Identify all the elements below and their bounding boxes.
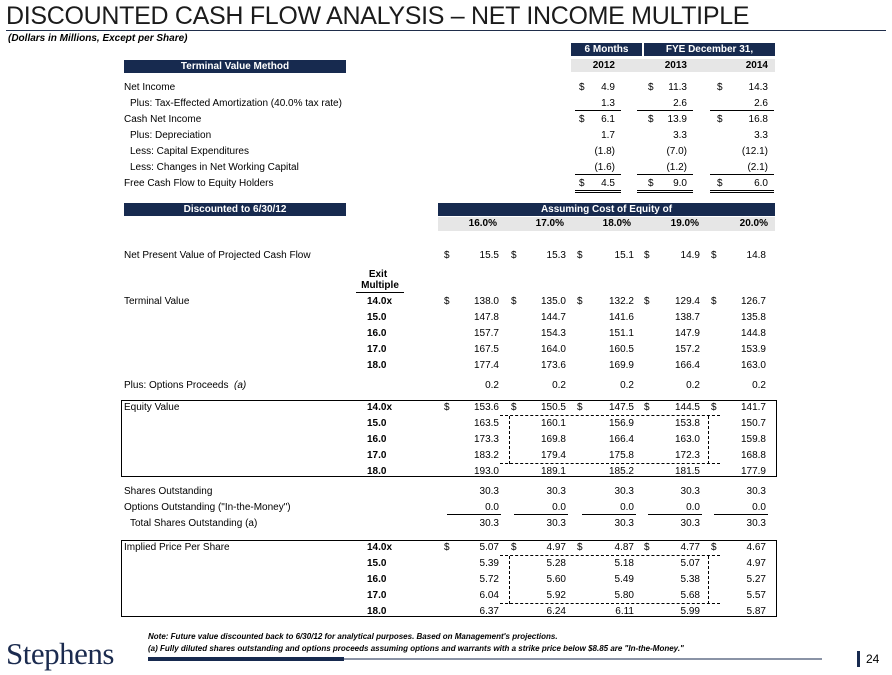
value-cell: 135.0 bbox=[540, 296, 566, 307]
stephens-logo: Stephens bbox=[6, 636, 114, 671]
value-cell: 179.4 bbox=[540, 450, 566, 461]
value-cell: 135.8 bbox=[740, 312, 766, 323]
dollar-sign: $ bbox=[648, 82, 654, 93]
cost-of-equity-header: Assuming Cost of Equity of bbox=[438, 203, 775, 216]
npv-label: Net Present Value of Projected Cash Flow bbox=[124, 250, 311, 261]
dollar-sign: $ bbox=[579, 178, 585, 189]
value-cell: 30.3 bbox=[614, 486, 634, 497]
rate-header: 20.0% bbox=[739, 218, 768, 229]
year-header: 2012 bbox=[592, 60, 615, 71]
dollar-sign: $ bbox=[717, 178, 723, 189]
value-cell: 0.0 bbox=[514, 502, 568, 515]
value-cell: 160.1 bbox=[540, 418, 566, 429]
dollar-sign: $ bbox=[577, 542, 583, 553]
exit-multiple: 17.0 bbox=[367, 590, 387, 601]
value-cell: 4.87 bbox=[614, 542, 634, 553]
dollar-sign: $ bbox=[644, 542, 650, 553]
value-cell: 167.5 bbox=[473, 344, 499, 355]
equity-dash-bottom bbox=[500, 463, 720, 464]
value-cell: 6.11 bbox=[615, 606, 634, 617]
year-header: 2014 bbox=[745, 60, 768, 71]
value-cell: 5.18 bbox=[614, 558, 634, 569]
terminal-value-method-header: Terminal Value Method bbox=[124, 60, 346, 73]
value-cell: 169.8 bbox=[540, 434, 566, 445]
dollar-sign: $ bbox=[511, 402, 517, 413]
exit-multiple: 16.0 bbox=[367, 434, 387, 445]
value-cell: 13.9 bbox=[667, 114, 687, 125]
shares-label: Shares Outstanding bbox=[124, 486, 213, 497]
dollar-sign: $ bbox=[577, 402, 583, 413]
dollar-sign: $ bbox=[711, 296, 717, 307]
price-dash-right bbox=[708, 556, 709, 604]
value-cell: 5.68 bbox=[680, 590, 700, 601]
value-cell: 163.0 bbox=[740, 360, 766, 371]
price-label: Implied Price Per Share bbox=[124, 542, 230, 553]
value-cell: 4.97 bbox=[746, 558, 766, 569]
exit-multiple: 18.0 bbox=[367, 466, 387, 477]
dollar-sign: $ bbox=[577, 250, 583, 261]
value-cell: 159.8 bbox=[740, 434, 766, 445]
rate-header: 19.0% bbox=[670, 218, 699, 229]
options-label: Plus: Options Proceeds bbox=[124, 380, 229, 391]
value-cell: 175.8 bbox=[608, 450, 634, 461]
value-cell: 141.7 bbox=[740, 402, 766, 413]
value-cell: 157.2 bbox=[674, 344, 700, 355]
exit-header-1: Exit bbox=[368, 269, 388, 280]
value-cell: 0.2 bbox=[485, 380, 499, 391]
options-note: (a) bbox=[234, 380, 247, 391]
value-cell: (1.2) bbox=[637, 162, 693, 175]
value-cell: 3.3 bbox=[754, 130, 768, 141]
value-cell: 4.9 bbox=[601, 82, 615, 93]
value-cell: 4.5 bbox=[575, 178, 621, 193]
row-label: Free Cash Flow to Equity Holders bbox=[124, 178, 274, 189]
dollar-sign: $ bbox=[717, 114, 723, 125]
value-cell: 30.3 bbox=[680, 486, 700, 497]
value-cell: 138.0 bbox=[473, 296, 499, 307]
value-cell: 129.4 bbox=[674, 296, 700, 307]
value-cell: 6.04 bbox=[479, 590, 499, 601]
value-cell: (2.1) bbox=[710, 162, 774, 175]
exit-multiple: 15.0 bbox=[367, 558, 387, 569]
value-cell: (1.6) bbox=[575, 162, 621, 175]
row-label: Less: Changes in Net Working Capital bbox=[130, 162, 299, 173]
value-cell: 150.5 bbox=[540, 402, 566, 413]
dollar-sign: $ bbox=[577, 296, 583, 307]
value-cell: 0.2 bbox=[552, 380, 566, 391]
dollar-sign: $ bbox=[579, 114, 585, 125]
value-cell: 5.49 bbox=[614, 574, 634, 585]
rate-header: 16.0% bbox=[468, 218, 497, 229]
value-cell: 2.6 bbox=[710, 98, 774, 111]
value-cell: 153.9 bbox=[740, 344, 766, 355]
value-cell: 157.7 bbox=[473, 328, 499, 339]
value-cell: 153.6 bbox=[473, 402, 499, 413]
dollar-sign: $ bbox=[511, 250, 517, 261]
dollar-sign: $ bbox=[644, 296, 650, 307]
value-cell: 5.92 bbox=[546, 590, 566, 601]
shares-label: Total Shares Outstanding (a) bbox=[130, 518, 258, 529]
value-cell: 0.2 bbox=[686, 380, 700, 391]
exit-multiple: 16.0 bbox=[367, 574, 387, 585]
value-cell: 0.2 bbox=[752, 380, 766, 391]
value-cell: 2.6 bbox=[637, 98, 693, 111]
row-label: Less: Capital Expenditures bbox=[130, 146, 249, 157]
dollar-sign: $ bbox=[717, 82, 723, 93]
value-cell: 5.07 bbox=[479, 542, 499, 553]
value-cell: 183.2 bbox=[473, 450, 499, 461]
value-cell: 153.8 bbox=[674, 418, 700, 429]
row-label: Cash Net Income bbox=[124, 114, 202, 125]
equity-label: Equity Value bbox=[124, 402, 180, 413]
value-cell: 30.3 bbox=[546, 486, 566, 497]
dollar-sign: $ bbox=[648, 114, 654, 125]
value-cell: 5.60 bbox=[546, 574, 566, 585]
equity-dash-top bbox=[500, 415, 720, 416]
dollar-sign: $ bbox=[511, 296, 517, 307]
value-cell: 30.3 bbox=[746, 486, 766, 497]
value-cell: 4.97 bbox=[546, 542, 566, 553]
value-cell: 169.9 bbox=[608, 360, 634, 371]
value-cell: 154.3 bbox=[540, 328, 566, 339]
exit-multiple: 14.0x bbox=[367, 402, 393, 413]
value-cell: 5.39 bbox=[479, 558, 499, 569]
dollar-sign: $ bbox=[711, 402, 717, 413]
value-cell: 14.3 bbox=[748, 82, 768, 93]
row-label: Plus: Tax-Effected Amortization (40.0% tax rate) bbox=[130, 98, 342, 109]
dollar-sign: $ bbox=[511, 542, 517, 553]
value-cell: 6.0 bbox=[710, 178, 774, 193]
value-cell: 168.8 bbox=[740, 450, 766, 461]
price-dash-top bbox=[500, 555, 720, 556]
discounted-header: Discounted to 6/30/12 bbox=[124, 203, 346, 216]
value-cell: 147.5 bbox=[608, 402, 634, 413]
value-cell: 15.5 bbox=[479, 250, 499, 261]
value-cell: 150.7 bbox=[740, 418, 766, 429]
value-cell: (12.1) bbox=[741, 146, 768, 157]
value-cell: 144.5 bbox=[674, 402, 700, 413]
row-label: Net Income bbox=[124, 82, 176, 93]
value-cell: 5.28 bbox=[546, 558, 566, 569]
rate-header: 18.0% bbox=[602, 218, 631, 229]
dollar-sign: $ bbox=[711, 250, 717, 261]
subtitle: (Dollars in Millions, Except per Share) bbox=[8, 33, 188, 44]
dollar-sign: $ bbox=[711, 542, 717, 553]
value-cell: 166.4 bbox=[608, 434, 634, 445]
value-cell: 30.3 bbox=[746, 518, 766, 529]
equity-dash-left bbox=[509, 416, 510, 464]
value-cell: 16.8 bbox=[748, 114, 768, 125]
title-rule bbox=[6, 30, 886, 31]
value-cell: 0.0 bbox=[714, 502, 768, 515]
value-cell: 1.3 bbox=[575, 98, 621, 111]
value-cell: 163.5 bbox=[473, 418, 499, 429]
value-cell: 30.3 bbox=[479, 486, 499, 497]
footnote-a: (a) Fully diluted shares outstanding and options proceeds assuming options and warrants with a strike price below $8.85 are "In-the-Money." bbox=[148, 644, 684, 653]
value-cell: 126.7 bbox=[740, 296, 766, 307]
dollar-sign: $ bbox=[444, 250, 450, 261]
value-cell: 147.8 bbox=[473, 312, 499, 323]
value-cell: 30.3 bbox=[479, 518, 499, 529]
dollar-sign: $ bbox=[644, 250, 650, 261]
value-cell: 6.37 bbox=[479, 606, 499, 617]
value-cell: 0.0 bbox=[447, 502, 501, 515]
value-cell: 0.2 bbox=[620, 380, 634, 391]
value-cell: 14.9 bbox=[680, 250, 700, 261]
value-cell: 144.7 bbox=[540, 312, 566, 323]
dollar-sign: $ bbox=[644, 402, 650, 413]
footer-bar-dark bbox=[148, 657, 344, 661]
exit-multiple: 18.0 bbox=[367, 606, 387, 617]
value-cell: 11.3 bbox=[668, 82, 687, 93]
value-cell: 172.3 bbox=[674, 450, 700, 461]
year-header: 2013 bbox=[664, 60, 687, 71]
value-cell: 5.87 bbox=[746, 606, 766, 617]
terminal-label: Terminal Value bbox=[124, 296, 190, 307]
value-cell: 5.72 bbox=[479, 574, 499, 585]
exit-multiple: 18.0 bbox=[367, 360, 387, 371]
footnote-note: Note: Future value discounted back to 6/30/12 for analytical purposes. Based on Management's projections. bbox=[148, 632, 558, 641]
page-number-bar bbox=[857, 651, 860, 667]
value-cell: 144.8 bbox=[740, 328, 766, 339]
page-title: DISCOUNTED CASH FLOW ANALYSIS – NET INCOME MULTIPLE bbox=[6, 2, 750, 30]
value-cell: 15.1 bbox=[614, 250, 634, 261]
six-months-header: 6 Months bbox=[571, 43, 642, 56]
value-cell: 0.0 bbox=[648, 502, 702, 515]
value-cell: 5.99 bbox=[680, 606, 700, 617]
exit-multiple: 15.0 bbox=[367, 418, 387, 429]
equity-dash-right bbox=[708, 416, 709, 464]
value-cell: 141.6 bbox=[608, 312, 634, 323]
value-cell: (1.8) bbox=[594, 146, 615, 157]
fye-header: FYE December 31, bbox=[644, 43, 775, 56]
exit-multiple: 14.0x bbox=[367, 542, 393, 553]
value-cell: 30.3 bbox=[614, 518, 634, 529]
value-cell: 138.7 bbox=[674, 312, 700, 323]
value-cell: 15.3 bbox=[546, 250, 566, 261]
value-cell: 185.2 bbox=[608, 466, 634, 477]
value-cell: 189.1 bbox=[540, 466, 566, 477]
value-cell: (7.0) bbox=[666, 146, 687, 157]
value-cell: 1.7 bbox=[601, 130, 615, 141]
value-cell: 177.4 bbox=[473, 360, 499, 371]
exit-multiple: 14.0x bbox=[367, 296, 393, 307]
value-cell: 193.0 bbox=[473, 466, 499, 477]
footer-bar-light bbox=[344, 658, 822, 660]
exit-header-2: Multiple bbox=[356, 280, 404, 293]
value-cell: 30.3 bbox=[680, 518, 700, 529]
value-cell: 3.3 bbox=[673, 130, 687, 141]
exit-multiple: 16.0 bbox=[367, 328, 387, 339]
shares-label: Options Outstanding ("In-the-Money") bbox=[124, 502, 291, 513]
dollar-sign: $ bbox=[444, 402, 450, 413]
value-cell: 181.5 bbox=[674, 466, 700, 477]
value-cell: 173.6 bbox=[540, 360, 566, 371]
value-cell: 164.0 bbox=[540, 344, 566, 355]
value-cell: 166.4 bbox=[674, 360, 700, 371]
price-dash-bottom bbox=[500, 603, 720, 604]
value-cell: 163.0 bbox=[674, 434, 700, 445]
value-cell: 147.9 bbox=[674, 328, 700, 339]
value-cell: 6.1 bbox=[601, 114, 615, 125]
value-cell: 5.07 bbox=[680, 558, 700, 569]
value-cell: 6.24 bbox=[546, 606, 566, 617]
value-cell: 9.0 bbox=[637, 178, 693, 193]
exit-multiple: 15.0 bbox=[367, 312, 387, 323]
value-cell: 177.9 bbox=[740, 466, 766, 477]
value-cell: 160.5 bbox=[608, 344, 634, 355]
value-cell: 5.38 bbox=[680, 574, 700, 585]
value-cell: 30.3 bbox=[546, 518, 566, 529]
value-cell: 5.80 bbox=[614, 590, 634, 601]
price-dash-left bbox=[509, 556, 510, 604]
page-number: 24 bbox=[866, 652, 880, 666]
value-cell: 4.77 bbox=[680, 542, 700, 553]
value-cell: 156.9 bbox=[608, 418, 634, 429]
dollar-sign: $ bbox=[444, 542, 450, 553]
exit-multiple: 17.0 bbox=[367, 344, 387, 355]
value-cell: 173.3 bbox=[473, 434, 499, 445]
dollar-sign: $ bbox=[444, 296, 450, 307]
exit-multiple: 17.0 bbox=[367, 450, 387, 461]
value-cell: 132.2 bbox=[608, 296, 634, 307]
dollar-sign: $ bbox=[579, 82, 585, 93]
value-cell: 14.8 bbox=[746, 250, 766, 261]
value-cell: 5.57 bbox=[746, 590, 766, 601]
dollar-sign: $ bbox=[648, 178, 654, 189]
row-label: Plus: Depreciation bbox=[130, 130, 212, 141]
value-cell: 5.27 bbox=[746, 574, 766, 585]
value-cell: 0.0 bbox=[582, 502, 636, 515]
value-cell: 4.67 bbox=[746, 542, 766, 553]
value-cell: 151.1 bbox=[608, 328, 634, 339]
rate-header: 17.0% bbox=[535, 218, 564, 229]
